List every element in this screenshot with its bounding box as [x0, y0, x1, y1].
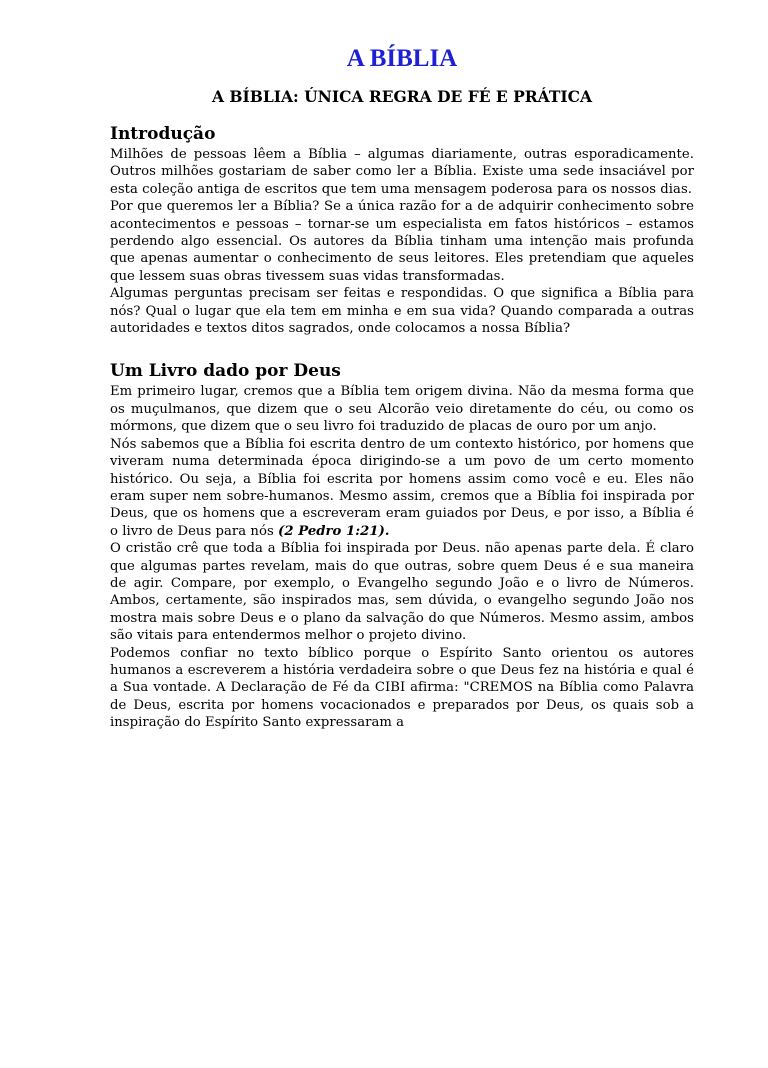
- paragraph: Por que queremos ler a Bíblia? Se a única razão for a de adquirir conhecimento sobre acontecimentos e pessoas – tornar-se um especialista em fatos históricos – estamos perdendo algo essencial. Os autores da Bíblia tinham uma intenção mais profunda que apenas aumentar o conhecimento de seus leitores. Eles pretendiam que aqueles que lessem suas obras tivessem suas vidas transformadas.: [110, 199, 694, 284]
- document-page: [0, 44, 768, 1068]
- paragraph-text: Nós sabemos que a Bíblia foi escrita dentro de um contexto histórico, por homens que viveram numa determinada época dirigindo-se a um povo de um certo momento histórico. Ou seja, a Bíblia foi escrita por homens assim como você e eu. Eles não eram super nem sobre-humanos. Mesmo assim, cremos que a Bíblia foi inspirada por Deus, que os homens que a escreveram eram guiados por Deus, e por isso, a Bíblia é o livro de Deus para nós: [110, 436, 694, 539]
- paragraph: O cristão crê que toda a Bíblia foi inspirada por Deus. não apenas parte dela. É claro que algumas partes revelam, mais do que outras, sobre quem Deus é e sua maneira de agir. Compare, por exemplo, o Evangelho segundo João e o livro de Números. Ambos, certamente, são inspirados mas, sem dúvida, o evangelho segundo João nos mostra mais sobre Deus e o plano da salvação do que Números. Mesmo assim, ambos são vitais para entendermos melhor o projeto divino.: [110, 541, 694, 644]
- section-heading-livro-dado-por-deus: Um Livro dado por Deus: [110, 361, 341, 382]
- paragraph: Em primeiro lugar, cremos que a Bíblia tem origem divina. Não da mesma forma que os muçulmanos, que dizem que o seu Alcorão veio diretamente do céu, ou como os mórmons, que dizem que o seu livro foi traduzido de placas de ouro por um anjo.: [110, 384, 694, 435]
- paragraph: Milhões de pessoas lêem a Bíblia – algumas diariamente, outras esporadicamente. Outros milhões gostariam de saber como ler a Bíblia. Existe uma sede insaciável por esta coleção antiga de escritos que tem uma mensagem poderosa para os nossos dias.: [110, 147, 694, 197]
- paragraph: Algumas perguntas precisam ser feitas e respondidas. O que significa a Bíblia para nós? Qual o lugar que ela tem em minha e em sua vida? Quando comparada a outras autoridades e textos ditos sagrados, onde colocamos a nossa Bíblia?: [110, 286, 694, 337]
- document-title: A BÍBLIA: [346, 45, 458, 72]
- document-subtitle: A BÍBLIA: ÚNICA REGRA DE FÉ E PRÁTICA: [211, 87, 593, 106]
- paragraph-with-reference: [110, 436, 694, 540]
- bible-reference: (2 Pedro 1:21).: [278, 523, 390, 539]
- section-introducao: [110, 122, 694, 337]
- paragraph: Podemos confiar no texto bíblico porque o Espírito Santo orientou os autores humanos a escreverem a história verdadeira sobre o que Deus fez na história e qual é a Sua vontade. A Declaração de Fé da CIBI afirma: "CREMOS na Bíblia como Palavra de Deus, escrita por homens vocacionados e preparados por Deus, os quais sob a inspiração do Espírito Santo expressaram a: [110, 645, 694, 731]
- section-heading-introducao: Introdução: [110, 124, 216, 144]
- section-livro-dado-por-deus: [110, 359, 694, 731]
